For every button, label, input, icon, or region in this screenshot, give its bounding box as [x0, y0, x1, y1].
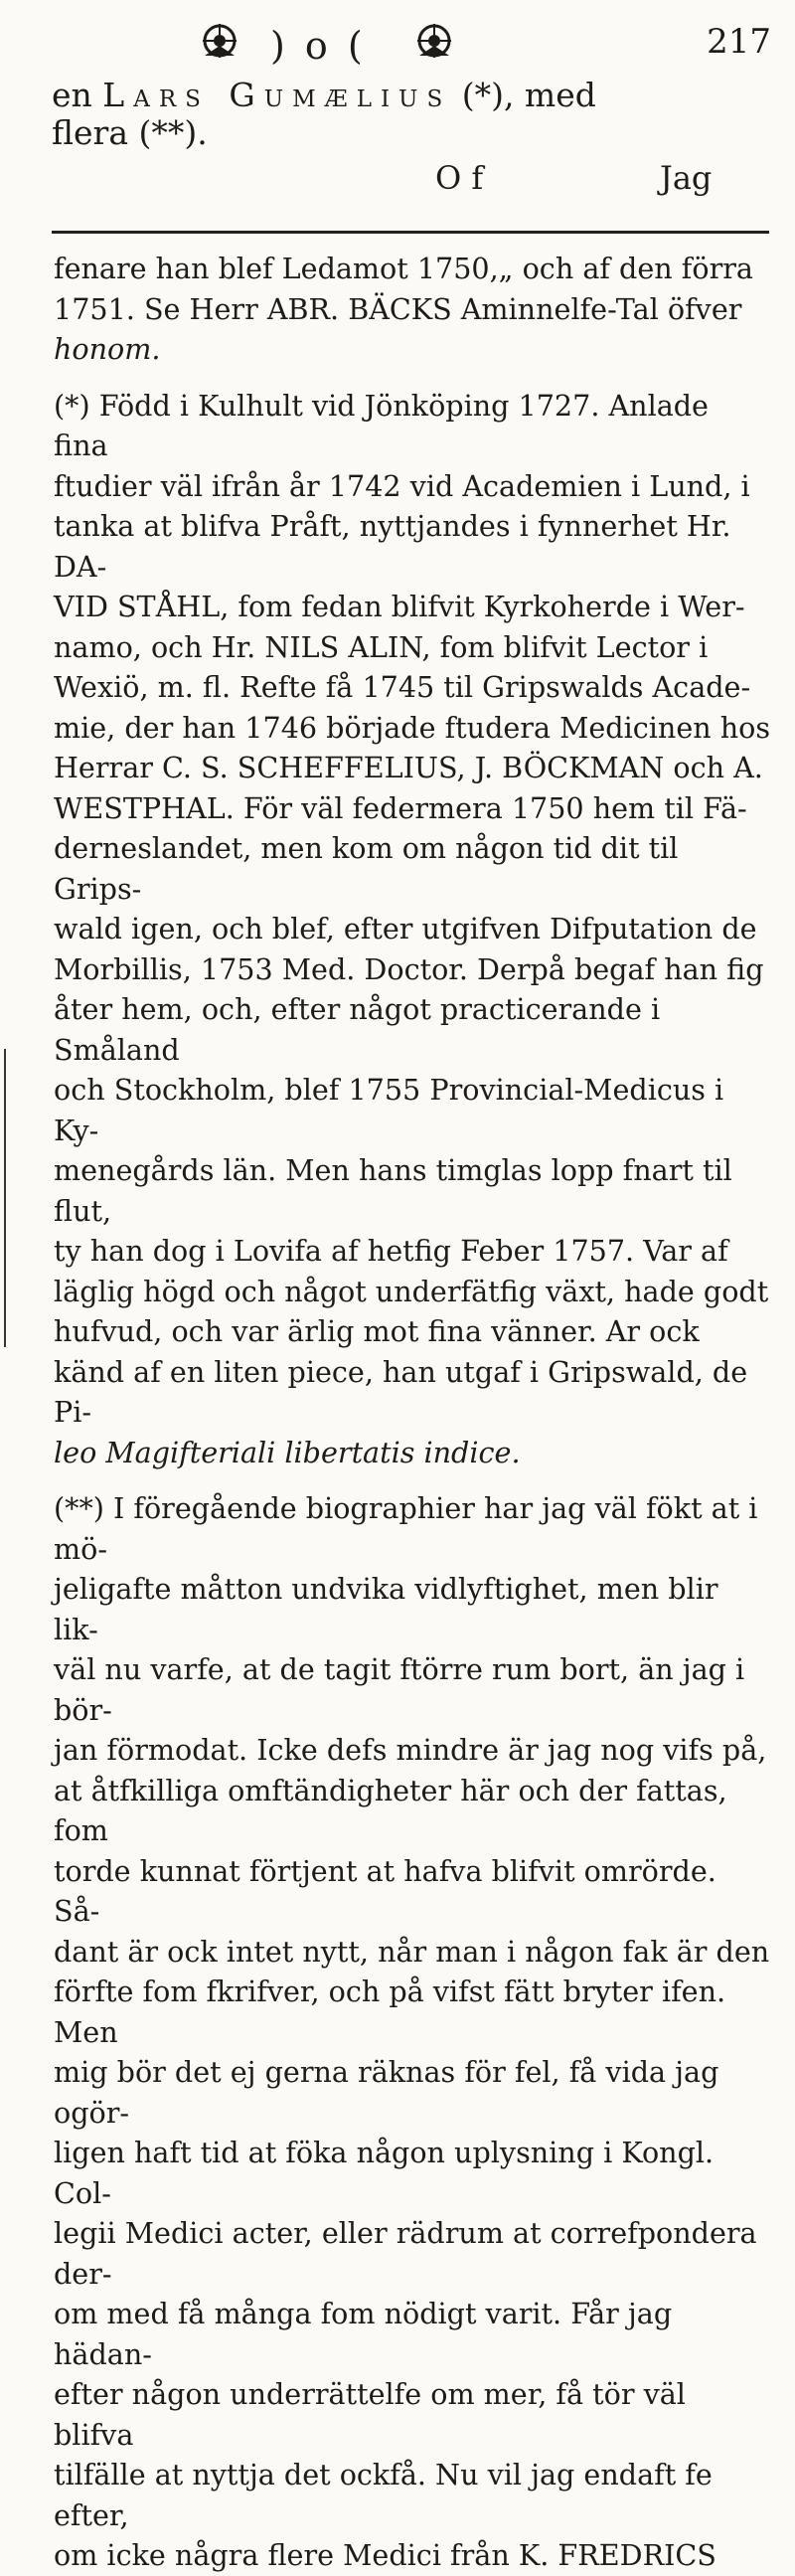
text-line: känd af en liten piece, han utgaf i Gripswald, de Pi- — [54, 1354, 748, 1429]
top-line-1-pre: en — [52, 76, 92, 114]
text-line: fenare han blef Ledamot 1750,„ och af den förra — [54, 252, 753, 285]
ornament-icon — [197, 22, 242, 64]
text-line: jeligafte måtton undvika vidlyftighet, men blir lik- — [54, 1572, 718, 1646]
text-line: WESTPHAL. För väl federmera 1750 hem til Fä- — [54, 790, 747, 825]
text-line: tilfälle at nyttja det ockfå. Nu vil jag endaft fe efter, — [54, 2458, 713, 2532]
page-edge-shadow — [4, 1049, 6, 1347]
text-line: legii Medici acter, eller rädrum at correfpondera der- — [54, 2216, 757, 2291]
text-line: väl nu varfe, at de tagit ftörre rum bort, än jag i bör- — [54, 1652, 745, 1727]
page-number: 217 — [707, 22, 771, 62]
header-parens: ) o ( — [270, 24, 367, 68]
text-line: VID STÅHL, fom fedan blifvit Kyrkoherde i Wer- — [54, 590, 745, 623]
text-line: åter hem, och, efter något practicerande i Småland — [54, 992, 661, 1067]
paragraph-continuation — [54, 249, 771, 370]
catch-os: O f — [435, 159, 484, 197]
footnote-1 — [54, 386, 771, 1473]
text-line: Wexiö, m. fl. Refte få 1745 til Gripswalds Acade- — [54, 670, 751, 704]
text-line: wald igen, och blef, efter utgifven Difputation de — [54, 912, 757, 945]
text-line: ty han dog i Lovifa af hetfig Feber 1757. Var af — [54, 1234, 728, 1268]
text-line: namo, och Hr. NILS ALIN, fom blifvit Lector i — [54, 629, 709, 664]
text-line: tanka at blifva Pråft, nyttjandes i fynnerhet Hr. DA- — [54, 509, 731, 584]
text-line: förfte fom fkrifver, och på vifst fätt bryter ifen. Men — [54, 1975, 726, 2049]
top-line-1-post: (*), med — [461, 76, 596, 114]
text-line: mig bör det ej gerna räknas för fel, få vida jag ogör- — [54, 2055, 719, 2130]
text-line: honom. — [54, 332, 161, 366]
text-line: efter någon underrättelfe om mer, få tör väl blifva — [54, 2377, 686, 2452]
text-line: om icke några flere Medici från K. FREDRICS — [54, 2538, 716, 2572]
text-line: mie, der han 1746 började ftudera Medicinen hos — [54, 710, 771, 745]
top-line-1 — [52, 76, 596, 114]
body-text — [54, 249, 771, 2576]
text-line: 1751. Se Herr ABR. BÄCKS Aminnelfe-Tal öfver — [54, 291, 742, 326]
top-line-2: flera (**). — [52, 113, 208, 152]
footnote-2 — [54, 1488, 771, 2576]
text-line: torde kunnat förtjent at hafva blifvit omrörde. Så- — [54, 1853, 716, 1928]
text-line: om med få många fom nödigt varit. Får jag hädan- — [54, 2297, 673, 2371]
catchword: Jag — [660, 159, 713, 197]
text-line: dant är ock intet nytt, når man i någon fak är den — [54, 1934, 770, 1969]
text-line: ligen haft tid at föka någon uplysning i Kongl. Col- — [54, 2136, 715, 2210]
text-line: ftudier väl ifrån år 1742 vid Academien i Lund, i — [54, 468, 750, 503]
divider-rule — [52, 231, 769, 234]
text-line: leo Magifteriali libertatis indice. — [54, 1435, 521, 1469]
ornament-icon — [411, 22, 457, 64]
text-line: (*) Född i Kulhult vid Jönköping 1727. Anlade fina — [54, 388, 709, 462]
text-line: Herrar C. S. SCHEFFELIUS, J. BÖCKMAN och A. — [54, 751, 763, 784]
author-names: Lars Gumælius — [102, 76, 452, 114]
text-line: derneslandet, men kom om någon tid dit til Grips- — [54, 831, 679, 906]
text-line: jan förmodat. Icke defs mindre är jag nog vifs på, — [54, 1733, 767, 1767]
text-line: (**) I föregående biographier har jag väl fökt at i mö- — [54, 1491, 758, 1566]
text-line: och Stockholm, blef 1755 Provincial-Medicus i Ky- — [54, 1073, 724, 1147]
text-line: at åtfkilliga omftändigheter här och der fattas, fom — [54, 1773, 727, 1847]
text-line: menegårds län. Men hans timglas lopp fnart til flut, — [54, 1153, 732, 1228]
text-line: hufvud, och var ärlig mot fina vänner. Ar ock — [54, 1314, 700, 1348]
text-line: läglig högd och något underfätfig växt, hade godt — [54, 1274, 769, 1308]
text-line: Morbillis, 1753 Med. Doctor. Derpå begaf han fig — [54, 951, 764, 986]
